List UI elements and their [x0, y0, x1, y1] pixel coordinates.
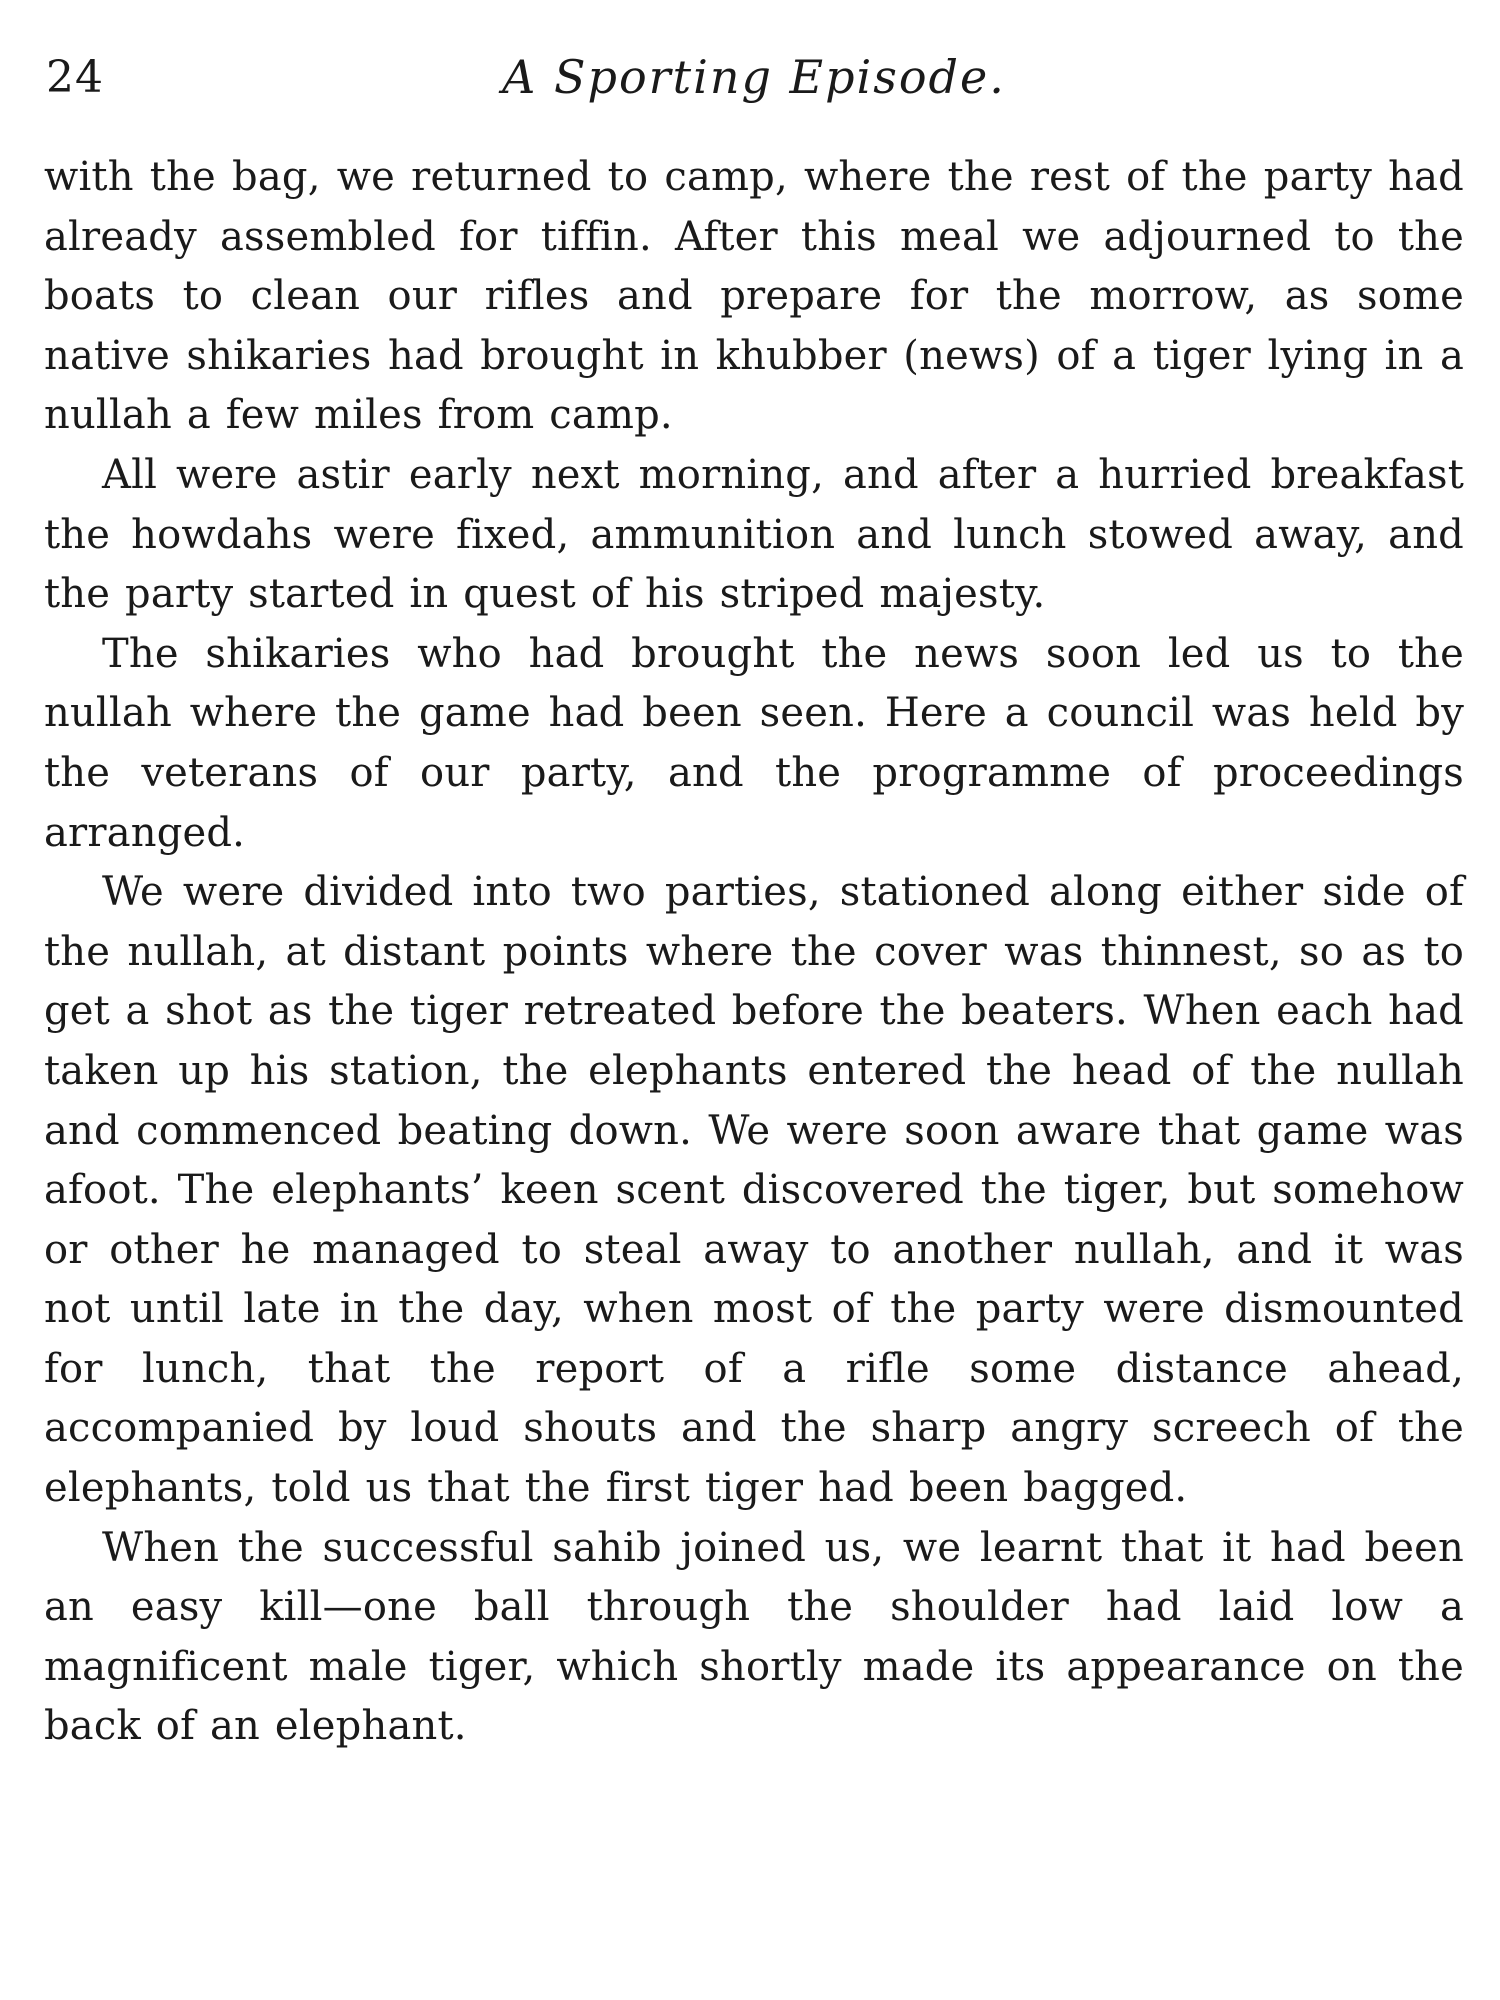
running-title: A Sporting Episode.	[502, 50, 1006, 104]
paragraph-council: The shikaries who had brought the news soon led us to the nullah where the game had been seen. Here a council was held by the veterans of our party, and the programme of proceedings arranged.	[44, 630, 1464, 856]
paragraph-morning-departure: All were astir early next morning, and after a hurried breakfast the howdahs were fixed, ammunition and lunch stowed away, and the party started in quest of his striped majesty.	[44, 451, 1464, 618]
book-page	[44, 44, 1464, 1964]
body-text	[44, 148, 1464, 1757]
paragraph-the-kill: When the successful sahib joined us, we learnt that it had been an easy kill—one ball through the shoulder had laid low a magnificent male tiger, which shortly made its appearance on the back of an elephant.	[44, 1524, 1464, 1750]
page-number: 24	[46, 52, 104, 103]
running-head	[44, 44, 1464, 136]
paragraph-continued: with the bag, we returned to camp, where the rest of the party had already assembled for tiffin. After this meal we adjourned to the boats to clean our rifles and prepare for the morrow, as some native shikaries had brought in khubber (news) of a tiger lying in a nullah a few miles from camp.	[44, 154, 1464, 439]
paragraph-the-beat: We were divided into two parties, stationed along either side of the nullah, at distant points where the cover was thinnest, so as to get a shot as the tiger retreated before the beaters. When each had taken up his station, the elephants entered the head of the nullah and commenced beating down. We were soon aware that game was afoot. The elephants’ keen scent discovered the tiger, but somehow or other he managed to steal away to another nullah, and it was not until late in the day, when most of the party were dismounted for lunch, that the report of a rifle some distance ahead, accompanied by loud shouts and the sharp angry screech of the elephants, told us that the first tiger had been bagged.	[44, 869, 1464, 1512]
